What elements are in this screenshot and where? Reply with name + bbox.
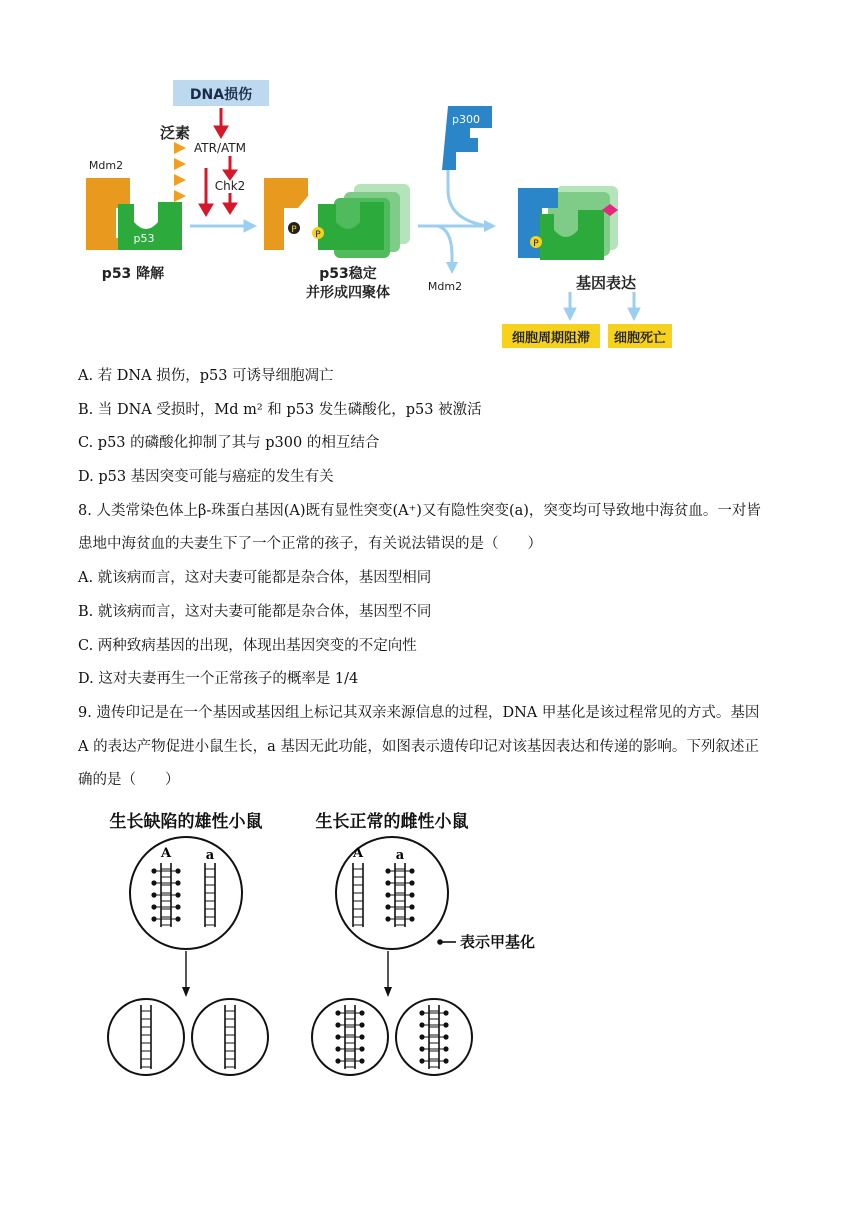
p53-pathway-figure xyxy=(78,78,678,353)
left-mouse-title: 生长缺陷的雄性小鼠 xyxy=(109,812,263,832)
chk2-label: Chk2 xyxy=(214,179,246,193)
p300-label: p300 xyxy=(452,113,480,126)
q9-stem-line-1: 9. 遗传印记是在一个基因或基因组上标记其双亲来源信息的过程，DNA 甲基化是该过程常见的方式。基因 xyxy=(78,705,760,721)
right-allele-a: a xyxy=(395,848,405,863)
dna-damage-label: DNA损伤 xyxy=(189,87,253,103)
methylation-legend-icon xyxy=(437,939,456,945)
phospho-mark-mdm2-label: P xyxy=(291,225,297,235)
left-transmission-arrow xyxy=(182,951,190,997)
arrowhead-down xyxy=(446,262,458,274)
p53-degradation-label: p53 降解 xyxy=(101,266,165,282)
ubiquitin-chain xyxy=(174,142,186,202)
p53-tetramer xyxy=(318,184,410,258)
q8-stem-line-2: 患地中海贫血的夫妻生下了一个正常的孩子，有关说法错误的是（ ） xyxy=(78,536,542,552)
left-allele-a: a xyxy=(205,848,215,863)
atr-atm-label: ATR/ATM xyxy=(194,141,246,155)
p53-stable-label-2: 并形成四聚体 xyxy=(306,285,390,301)
methylation-legend-label: 表示甲基化 xyxy=(460,933,536,951)
q7-option-d: D. p53 基因突变可能与癌症的发生有关 xyxy=(78,469,334,485)
phospho-mark-p53-label: P xyxy=(315,230,321,240)
mdm2-label: Mdm2 xyxy=(88,159,124,172)
cell-cycle-arrest-label: 细胞周期阻滞 xyxy=(511,331,591,346)
q9-stem-line-2: A 的表达产物促进小鼠生长，a 基因无此功能，如图表示遗传印记对该基因表达和传递的影响。下列叙述正 xyxy=(78,739,759,755)
phospho-mark-complex-label: P xyxy=(533,239,539,249)
q8-option-c: C. 两种致病基因的出现，体现出基因突变的不定向性 xyxy=(78,638,417,654)
right-allele-A: A xyxy=(352,846,364,861)
q8-stem-line-1: 8. 人类常染色体上β-珠蛋白基因(A)既有显性突变(A⁺)又有隐性突变(a)，突变均可导致地中海贫血。一对皆 xyxy=(78,503,761,519)
right-mouse-title: 生长正常的雌性小鼠 xyxy=(315,812,469,832)
q8-option-b: B. 就该病而言，这对夫妻可能都是杂合体，基因型不同 xyxy=(78,604,432,620)
left-allele-A: A xyxy=(160,846,172,861)
damage-arrow xyxy=(199,108,237,216)
q8-option-a: A. 就该病而言，这对夫妻可能都是杂合体，基因型相同 xyxy=(78,570,432,586)
mdm2-release-label: Mdm2 xyxy=(427,280,463,293)
gene-expression-label: 基因表达 xyxy=(575,274,637,292)
ubiquitin-label: 泛素 xyxy=(159,124,191,142)
left-offspring-cell-2 xyxy=(192,999,268,1075)
imprinting-figure xyxy=(100,805,560,1085)
mdm2-phospho-shape xyxy=(264,178,308,250)
arrowhead-right xyxy=(484,220,496,232)
q8-option-d: D. 这对夫妻再生一个正常孩子的概率是 1/4 xyxy=(78,671,359,687)
right-transmission-arrow xyxy=(384,951,392,997)
expression-arrows xyxy=(564,292,640,320)
left-offspring-cell-1 xyxy=(108,999,184,1075)
cell-death-label: 细胞死亡 xyxy=(613,331,667,346)
left-parent-cell xyxy=(130,837,242,949)
pathway-arrow-1 xyxy=(190,220,256,232)
p53-label: p53 xyxy=(133,232,155,245)
q7-option-a: A. 若 DNA 损伤，p53 可诱导细胞凋亡 xyxy=(78,368,334,384)
p53-stable-label-1: p53稳定 xyxy=(319,266,377,282)
q9-stem-line-3: 确的是（ ） xyxy=(78,772,180,788)
q7-option-c: C. p53 的磷酸化抑制了其与 p300 的相互结合 xyxy=(78,435,380,451)
q7-option-b: B. 当 DNA 受损时，Md m² 和 p53 发生磷酸化，p53 被激活 xyxy=(78,402,482,418)
